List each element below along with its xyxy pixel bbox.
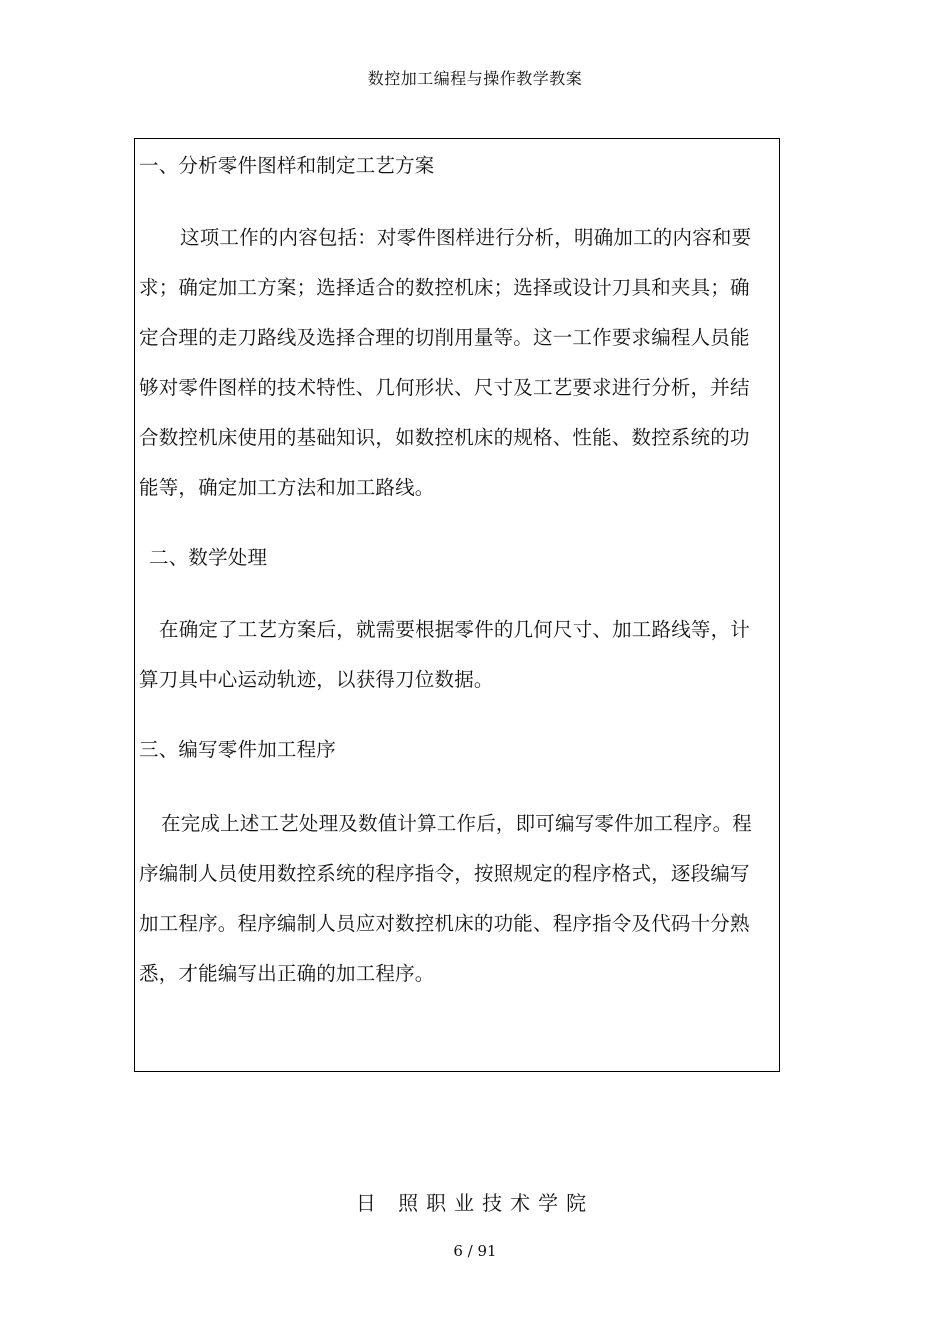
paragraph-line: 在完成上述工艺处理及数值计算工作后，即可编写零件加工程序。程 (161, 812, 753, 835)
page-number: 6 / 91 (453, 1242, 497, 1260)
paragraph-line: 定合理的走刀路线及选择合理的切削用量等。这一工作要求编程人员能 (139, 326, 750, 349)
section-heading-math: 二、数学处理 (149, 546, 268, 569)
section-heading-programming: 三、编写零件加工程序 (139, 738, 337, 761)
paragraph-line: 合数控机床使用的基础知识，如数控机床的规格、性能、数控系统的功 (139, 426, 750, 449)
paragraph-line: 悉，才能编写出正确的加工程序。 (139, 962, 435, 985)
paragraph-line: 够对零件图样的技术特性、几何形状、尺寸及工艺要求进行分析，并结 (139, 376, 750, 399)
paragraph-line: 加工程序。程序编制人员应对数控机床的功能、程序指令及代码十分熟 (139, 912, 750, 935)
paragraph-line: 序编制人员使用数控系统的程序指令，按照规定的程序格式，逐段编写 (139, 862, 750, 885)
footer-school-name: 日 照职业技术学院 (355, 1191, 595, 1215)
page-header-title: 数控加工编程与操作教学教案 (367, 69, 583, 88)
paragraph-line: 在确定了工艺方案后，就需要根据零件的几何尺寸、加工路线等，计 (159, 618, 751, 641)
paragraph-line: 这项工作的内容包括：对零件图样进行分析，明确加工的内容和要 (180, 226, 752, 249)
paragraph-line: 求；确定加工方案；选择适合的数控机床；选择或设计刀具和夹具；确 (139, 276, 750, 299)
paragraph-line: 能等，确定加工方法和加工路线。 (139, 476, 435, 499)
section-heading-analysis: 一、分析零件图样和制定工艺方案 (139, 154, 435, 177)
paragraph-line: 算刀具中心运动轨迹，以获得刀位数据。 (139, 668, 494, 691)
